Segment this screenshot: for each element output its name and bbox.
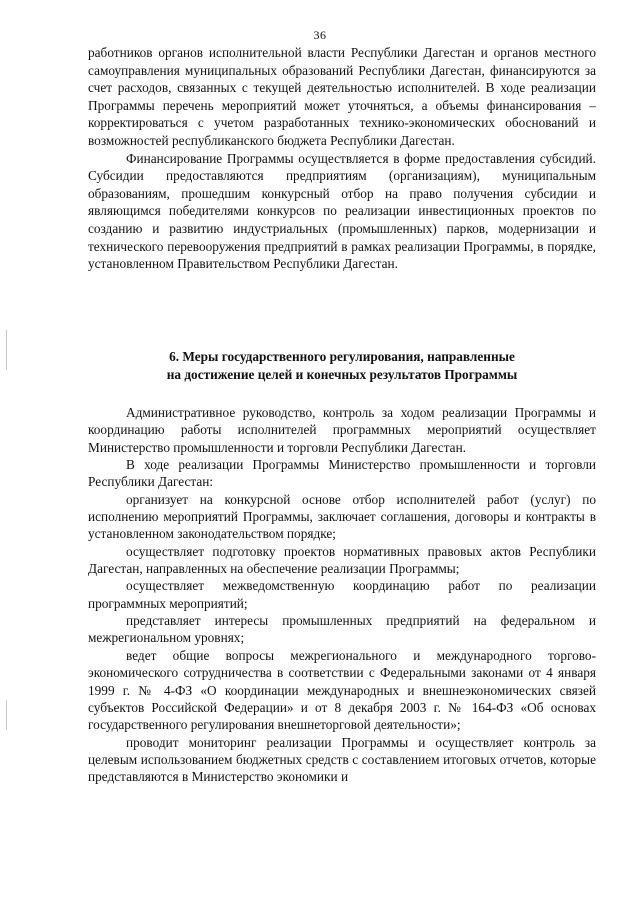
list-item: осуществляет подготовку проектов нормативных правовых актов Республики Дагестан, направленных на обеспечение реализации Программы; [88, 543, 596, 577]
list-item: ведет общие вопросы межрегионального и международного торгово-экономического сотрудничества в соответствии с Федеральными законами от 4 января 1999 г. № 4-ФЗ «О координации международных и внешнеэкономических связей субъектов Российской Федерации» и от 8 декабря 2003 г. № 164-ФЗ «Об основах государственного регулирования внешнеторговой деятельности»; [88, 647, 596, 733]
list-item: проводит мониторинг реализации Программы и осуществляет контроль за целевым использованием бюджетных средств с составлением итоговых отчетов, которые представляются в Министерство экономики и [88, 734, 596, 785]
section-heading-line-2: на достижение целей и конечных результатов Программы [166, 367, 518, 382]
section-top-text [88, 44, 596, 273]
list-item: осуществляет межведомственную координацию работ по реализации программных мероприятий; [88, 578, 596, 611]
page-number: 36 [313, 28, 327, 42]
section-heading [88, 348, 596, 384]
scan-edge-mark [6, 330, 7, 370]
paragraph: Финансирование Программы осуществляется в форме предоставления субсидий. Субсидии предоставляются предприятиям (организациям), муниципальным образованиям, прошедшим конкурсный отбор на право получения субсидии и являющимся победителями конкурсов по реализации инвестиционных проектов по созданию и развитию индустриальных (промышленных) парков, модернизации и технического перевооружения предприятий в рамках реализации Программы, в порядке, установленном Правительством Республики Дагестан. [88, 150, 596, 272]
paragraph: В ходе реализации Программы Министерство промышленности и торговли Республики Дагестан: [88, 457, 596, 490]
section6-text [88, 404, 596, 786]
paragraph: Административное руководство, контроль за ходом реализации Программы и координацию работы исполнителей программных мероприятий осуществляет Министерство промышленности и торговли Республики Дагестан. [88, 405, 596, 455]
section-heading-line-1: 6. Меры государственного регулирования, направленные [169, 349, 515, 364]
paragraph: работников органов исполнительной власти Республики Дагестан и органов местного самоуправления муниципальных образований Республики Дагестан, финансируются за счет расходов, связанных с текущей деятельностью исполнителей. В ходе реализации Программы перечень мероприятий может уточняться, а объемы финансирования – корректироваться с учетом разработанных технико-экономических обоснований и возможностей республиканского бюджета Республики Дагестан. [88, 45, 596, 148]
list-item: организует на конкурсной основе отбор исполнителей работ (услуг) по исполнению мероприятий Программы, заключает соглашения, договоры и контракты в установленном законодательством порядке; [88, 491, 596, 542]
scan-edge-mark [6, 700, 7, 730]
list-item: представляет интересы промышленных предприятий на федеральном и межрегиональном уровнях; [88, 613, 596, 646]
